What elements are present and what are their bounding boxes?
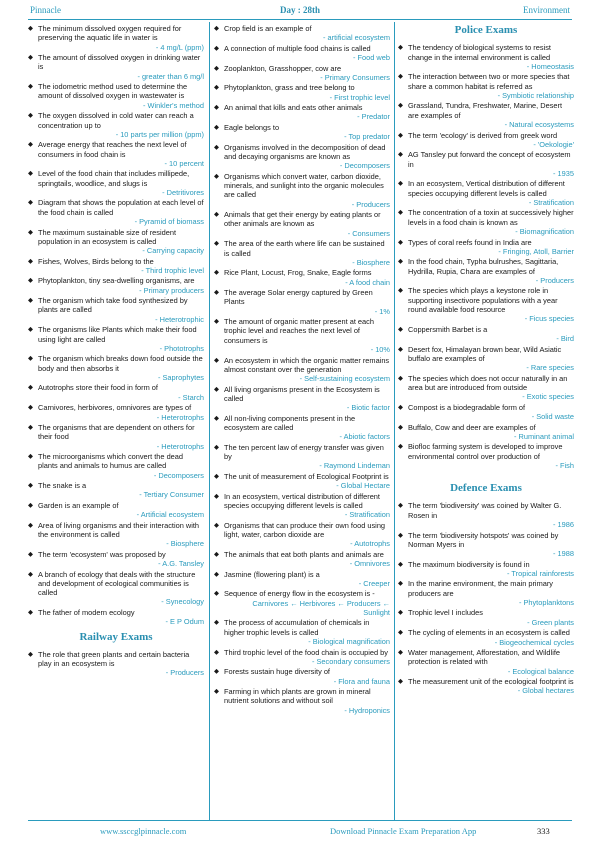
fact-item — [28, 24, 204, 52]
fact-question: All living organisms present in the Ecosystem is called — [224, 384, 380, 403]
fact-answer: - Tertiary Consumer — [139, 490, 204, 500]
column-3 — [398, 24, 574, 697]
fact-answer: - A.G. Tansley — [158, 559, 204, 569]
fact-answer: - Biomagnification — [515, 227, 574, 237]
fact-item — [28, 608, 204, 627]
fact-answer: - A food chain — [345, 277, 390, 287]
fact-question: Sequence of energy flow in the ecosystem is - — [224, 589, 375, 599]
fact-answer: - Artificial ecosystem — [136, 510, 204, 520]
fact-answer: - Biosphere — [352, 257, 390, 267]
fact-question: The interaction between two or more species that share a common habitat is referred as — [408, 72, 570, 91]
fact-answer: - Ruminant animal — [514, 431, 574, 441]
fact-question: The father of modern ecology — [38, 607, 135, 617]
fact-question: The role that green plants and certain bacteria play in an ecosystem is — [38, 649, 190, 669]
fact-question: Phytoplankton, grass and tree belong to — [224, 83, 355, 93]
fact-list — [28, 650, 204, 678]
fact-question: Rice Plant, Locust, Frog, Snake, Eagle forms — [224, 268, 372, 278]
fact-answer: - Primary producers — [139, 285, 204, 295]
fact-item — [28, 481, 204, 500]
fact-answer: - Top predator — [344, 132, 390, 142]
fact-question: The iodometric method used to determine the amount of dissolved oxygen in wastewater is — [38, 82, 188, 101]
fact-answer: - Carrying capacity — [142, 246, 204, 256]
fact-item — [28, 53, 204, 81]
fact-answer: - 1986 — [553, 520, 574, 530]
fact-item — [214, 64, 390, 83]
fact-answer: - Flora and fauna — [333, 676, 390, 686]
fact-question: An ecosystem in which the organic matter remains almost constant over the generation — [224, 355, 390, 374]
fact-question: The microorganisms which convert the dead plants and animals to humus are called — [38, 452, 184, 471]
fact-item — [28, 257, 204, 276]
fact-item — [398, 43, 574, 71]
fact-item — [214, 618, 390, 646]
footer-website[interactable]: www.ssccglpinnacle.com — [100, 826, 187, 836]
fact-question: Third trophic level of the food chain is occupied by — [224, 647, 388, 657]
fact-item — [28, 650, 204, 678]
fact-item — [28, 550, 204, 569]
fact-question: Level of the food chain that includes millipede, springtails, woodlice, and slugs is — [38, 169, 190, 188]
fact-item — [214, 667, 390, 686]
fact-question: Average energy that reaches the next level of consumers in food chain is — [38, 140, 187, 159]
fact-item — [398, 628, 574, 647]
column-divider — [394, 22, 395, 820]
fact-item — [398, 423, 574, 442]
fact-answer: - Raymond Lindeman — [319, 461, 390, 471]
fact-question: Biofloc farming system is developed to improve environmental control over production of — [408, 442, 563, 461]
fact-question: The term 'ecosystem' was proposed by — [38, 549, 166, 559]
fact-item — [28, 403, 204, 422]
fact-answer: - artificial ecosystem — [323, 33, 390, 43]
fact-question: All non-living components present in the ecosystem are called — [224, 413, 356, 432]
fact-answer: - 10 percent — [164, 158, 204, 168]
fact-question: Zooplankton, Grasshopper, cow are — [224, 63, 342, 73]
fact-answer: - 10 parts per million (ppm) — [115, 129, 204, 139]
section-title-police: Police Exams — [454, 24, 518, 36]
header-day: Day : 28th — [280, 5, 320, 15]
fact-question: The species which does not occur naturally in an area but are introduced from outside — [408, 373, 568, 392]
fact-answer: - 10% — [370, 345, 390, 355]
fact-question: The tendency of biological systems to resist change in the internal environment is called — [408, 43, 551, 62]
fact-question: Fishes, Wolves, Birds belong to the — [38, 256, 154, 266]
page-footer — [0, 820, 600, 848]
fact-question: Organisms which convert water, carbon dioxide, minerals, and sunlight into the organic molecules are called — [224, 171, 384, 200]
fact-answer: - Stratification — [528, 197, 574, 207]
fact-answer: - Producers — [165, 668, 204, 678]
fact-answer: - Global hectares — [517, 686, 574, 696]
fact-item — [398, 677, 574, 696]
fact-question: The organisms like Plants which make their food using light are called — [38, 325, 197, 344]
fact-item — [214, 414, 390, 442]
fact-question: The concentration of a toxin at successively higher levels in a food chain is known as — [408, 208, 574, 227]
fact-item — [214, 356, 390, 384]
fact-answer: - 1% — [374, 306, 390, 316]
fact-question: The ten percent law of energy transfer was given by — [224, 442, 384, 462]
fact-item — [214, 589, 390, 617]
fact-item — [214, 123, 390, 142]
fact-answer: - Fringing, Atoll, Barrier — [498, 246, 574, 256]
fact-item — [28, 228, 204, 256]
fact-item — [398, 442, 574, 470]
fact-question: The cycling of elements in an ecosystem is called — [408, 628, 570, 638]
fact-answer: - Rare species — [526, 363, 574, 373]
fact-question: Crop field is an example of — [224, 24, 312, 33]
fact-answer: - 1935 — [553, 168, 574, 178]
fact-question: Eagle belongs to — [224, 122, 280, 132]
fact-answer: - Secondary consumers — [311, 656, 390, 666]
fact-item — [398, 179, 574, 207]
fact-answer: - Winkler's method — [143, 100, 204, 110]
fact-question: Types of coral reefs found in India are — [408, 237, 532, 247]
fact-answer: - Bird — [556, 334, 574, 344]
fact-question: The average Solar energy captured by Green Plants — [224, 288, 373, 307]
fact-question: The species which plays a keystone role in supporting insectivore populations with a year round available food resource — [408, 286, 558, 314]
fact-question: Coppersmith Barbet is a — [408, 324, 488, 334]
fact-answer: - Hydroponics — [344, 705, 390, 715]
fact-item — [214, 492, 390, 520]
section-title-defence: Defence Exams — [450, 482, 522, 495]
fact-item — [398, 238, 574, 257]
column-1 — [28, 24, 204, 679]
fact-item — [398, 72, 574, 100]
fact-answer: - Ficus species — [524, 314, 574, 324]
fact-item — [214, 143, 390, 171]
fact-question: Garden is an example of — [38, 500, 119, 510]
fact-question: The maximum biodiversity is found in — [408, 559, 530, 569]
fact-item — [214, 288, 390, 316]
fact-answer: - Starch — [178, 392, 204, 402]
fact-question: The measurement unit of the ecological footprint is — [408, 677, 574, 687]
fact-item — [214, 44, 390, 63]
fact-item — [214, 472, 390, 491]
footer-rule — [28, 820, 572, 821]
fact-item — [28, 82, 204, 110]
fact-item — [28, 111, 204, 139]
fact-item — [398, 403, 574, 422]
fact-question: In the marine environment, the main primary producers are — [408, 579, 554, 598]
fact-item — [28, 325, 204, 353]
fact-list — [28, 24, 204, 627]
fact-question: Buffalo, Cow and deer are examples of — [408, 422, 536, 432]
fact-question: The process of accumulation of chemicals in higher trophic levels is called — [224, 618, 370, 637]
fact-item — [398, 501, 574, 529]
fact-question: A connection of multiple food chains is called — [224, 43, 371, 53]
fact-item — [28, 198, 204, 226]
fact-item — [214, 550, 390, 569]
fact-answer: - Heterotrophs — [156, 441, 204, 451]
fact-item — [28, 296, 204, 324]
fact-answer: - Ecological balance — [507, 666, 574, 676]
fact-question: The maximum sustainable size of resident population in an ecosystem is called — [38, 227, 177, 246]
fact-answer: - Producers — [351, 199, 390, 209]
fact-question: The area of the earth where life can be sustained is called — [224, 239, 385, 258]
fact-item — [214, 103, 390, 122]
fact-answer: - Abiotic factors — [339, 432, 390, 442]
fact-answer: - Biological magnification — [308, 637, 390, 647]
fact-answer: - Homeostasis — [526, 61, 574, 71]
fact-item — [28, 452, 204, 480]
fact-question: The unit of measurement of Ecological Footprint is — [224, 471, 389, 481]
fact-question: The term 'ecology' is derived from greek word — [408, 130, 558, 140]
fact-item — [398, 374, 574, 402]
header-subject: Environment — [523, 5, 570, 15]
fact-item — [28, 423, 204, 451]
fact-question: Jasmine (flowering plant) is a — [224, 569, 320, 579]
fact-question: Organisms involved in the decomposition of dead and decaying organisms are known as — [224, 142, 386, 161]
fact-question: Carnivores, herbivores, omnivores are types of — [38, 403, 192, 413]
fact-question: Area of living organisms and their interaction with the environment is called — [38, 520, 200, 539]
fact-item — [214, 268, 390, 287]
fact-question: The minimum dissolved oxygen required for preserving the aquatic life in water is — [38, 24, 182, 43]
fact-question: The amount of dissolved oxygen in drinking water is — [38, 53, 201, 72]
page-number: 333 — [537, 826, 550, 836]
fact-item — [398, 150, 574, 178]
fact-answer: - Tropical rainforests — [507, 568, 574, 578]
fact-item — [398, 648, 574, 676]
fact-answer: - greater than 6 mg/l — [137, 71, 204, 81]
fact-answer: - Autotrophs — [350, 539, 390, 549]
fact-item — [214, 317, 390, 354]
fact-question: The term 'biodiversity' was coined by Walter G. Rosen in — [408, 501, 562, 520]
fact-answer: - Creeper — [358, 578, 390, 588]
fact-question: Phytoplankton, tiny sea-dwelling organisms, are — [38, 276, 195, 286]
fact-item — [214, 521, 390, 549]
fact-question: A branch of ecology that deals with the structure and development of ecological communities is called — [38, 569, 196, 598]
fact-question: Diagram that shows the population at each level of the food chain is called — [38, 198, 204, 217]
fact-answer: - Third trophic level — [141, 265, 204, 275]
fact-item — [28, 521, 204, 549]
fact-answer: - Natural ecosystems — [504, 120, 574, 130]
fact-answer: - E P Odum — [165, 617, 204, 627]
fact-item — [28, 570, 204, 607]
fact-question: In an ecosystem, Vertical distribution of different species occupying different levels is called — [408, 179, 565, 198]
fact-question: Grassland, Tundra, Freshwater, Marine, Desert are examples of — [408, 101, 563, 120]
fact-answer: - Solid waste — [531, 412, 574, 422]
fact-question: The amount of organic matter present at each trophic level and reaches the next level of consumers is — [224, 317, 374, 345]
fact-question: The oxygen dissolved in cold water can reach a concentration up to — [38, 111, 194, 130]
fact-question: AG Tansley put forward the concept of ecosystem in — [408, 150, 571, 169]
fact-item — [398, 608, 574, 627]
fact-question: In an ecosystem, vertical distribution of different species occupying different levels is called — [224, 491, 380, 510]
fact-question: Water management, Afforestation, and Wildlife protection is related with — [408, 648, 560, 667]
fact-item — [28, 383, 204, 402]
fact-item — [398, 531, 574, 559]
fact-question: The animals that eat both plants and animals are — [224, 549, 384, 559]
header-rule — [28, 19, 572, 20]
fact-question: Desert fox, Himalayan brown bear, Wild Asiatic buffalo are examples of — [408, 344, 562, 363]
fact-question: The organism which breaks down food outside the body and then absorbs it — [38, 354, 203, 373]
fact-item — [28, 169, 204, 197]
fact-item — [214, 687, 390, 715]
fact-answer: - Saprophytes — [157, 372, 204, 382]
fact-list — [214, 24, 390, 715]
fact-answer: - Phototrophs — [159, 343, 204, 353]
fact-answer: - Biogeochemical cycles — [494, 637, 574, 647]
fact-list — [398, 43, 574, 470]
fact-answer: - Global Hectare — [336, 481, 390, 491]
page-header — [0, 0, 600, 20]
fact-answer: - Fish — [555, 460, 574, 470]
fact-item — [214, 385, 390, 413]
fact-item — [214, 443, 390, 471]
fact-item — [214, 570, 390, 589]
header-brand: Pinnacle — [30, 5, 61, 15]
fact-question: Organisms that can produce their own food using light, water, carbon dioxide are — [224, 520, 386, 539]
fact-answer: - Green plants — [527, 617, 574, 627]
fact-question: Compost is a biodegradable form of — [408, 402, 526, 412]
fact-item — [398, 345, 574, 373]
fact-item — [28, 354, 204, 382]
fact-answer: - Self-sustaining ecosystem — [299, 374, 390, 384]
fact-answer: - 1988 — [553, 549, 574, 559]
fact-answer: - Heterotrophs — [156, 412, 204, 422]
fact-answer: - Primary Consumers — [320, 72, 390, 82]
fact-question: The organisms that are dependent on others for their food — [38, 422, 195, 442]
fact-answer: - Biosphere — [166, 539, 204, 549]
fact-answer: - Stratification — [344, 510, 390, 520]
fact-answer: - Exotic species — [522, 392, 574, 402]
fact-answer: - Decomposers — [339, 161, 390, 171]
fact-answer: - Pyramid of biomass — [134, 217, 204, 227]
fact-question: The term 'biodiversity hotspots' was coined by Norman Myers in — [408, 530, 559, 549]
footer-app-promo[interactable]: Download Pinnacle Exam Preparation App — [330, 826, 477, 836]
fact-item — [398, 208, 574, 236]
fact-answer: - Producers — [535, 275, 574, 285]
fact-answer: - Synecology — [161, 597, 204, 607]
fact-item — [28, 501, 204, 520]
fact-question: An animal that kills and eats other animals — [224, 103, 363, 113]
fact-item — [398, 286, 574, 323]
fact-question: The organism which take food synthesized by plants are called — [38, 296, 188, 315]
fact-question: The snake is a — [38, 481, 87, 491]
fact-question: Autotrophs store their food in form of — [38, 383, 158, 393]
fact-question: Trophic level I includes — [408, 608, 483, 618]
fact-item — [398, 560, 574, 579]
fact-answer: - Heterotrophic — [155, 314, 204, 324]
fact-answer: - Detritivores — [162, 187, 204, 197]
fact-answer: Carnivores ← Herbivores ← Producers ← Sunlight — [252, 598, 390, 617]
fact-item — [214, 239, 390, 267]
fact-answer: - Phytoplanktons — [518, 598, 574, 607]
fact-answer: - Symbiotic relationship — [497, 90, 574, 100]
fact-answer: - Predator — [357, 112, 390, 122]
fact-item — [398, 131, 574, 150]
fact-item — [398, 325, 574, 344]
fact-answer: - Biotic factor — [346, 403, 390, 413]
fact-item — [28, 276, 204, 295]
fact-answer: - Decomposers — [153, 470, 204, 480]
fact-item — [214, 172, 390, 209]
fact-list — [398, 501, 574, 695]
column-divider — [209, 22, 210, 820]
fact-item — [214, 24, 390, 43]
fact-item — [28, 140, 204, 168]
fact-question: Farming in which plants are grown in mineral nutrient solutions and without soil — [224, 687, 371, 706]
fact-item — [214, 83, 390, 102]
fact-item — [398, 579, 574, 607]
fact-answer: - Consumers — [347, 228, 390, 238]
fact-item — [398, 101, 574, 129]
fact-answer: - Food web — [353, 53, 390, 63]
fact-answer: - 4 mg/L (ppm) — [155, 42, 204, 52]
fact-item — [398, 257, 574, 285]
fact-item — [214, 210, 390, 238]
column-2 — [214, 24, 390, 716]
fact-question: Animals that get their energy by eating plants or other animals are known as — [224, 210, 381, 229]
fact-answer: - Omnivores — [349, 559, 390, 569]
fact-answer: - First trophic level — [329, 92, 390, 102]
fact-answer: - 'Oekologie' — [533, 139, 574, 149]
fact-question: Forests sustain huge diversity of — [224, 667, 330, 677]
section-title-railway: Railway Exams — [79, 630, 153, 643]
fact-item — [214, 648, 390, 667]
fact-question: In the food chain, Typha bulrushes, Sagittaria, Hydrilla, Rupia, Chara are examples of — [408, 257, 559, 276]
